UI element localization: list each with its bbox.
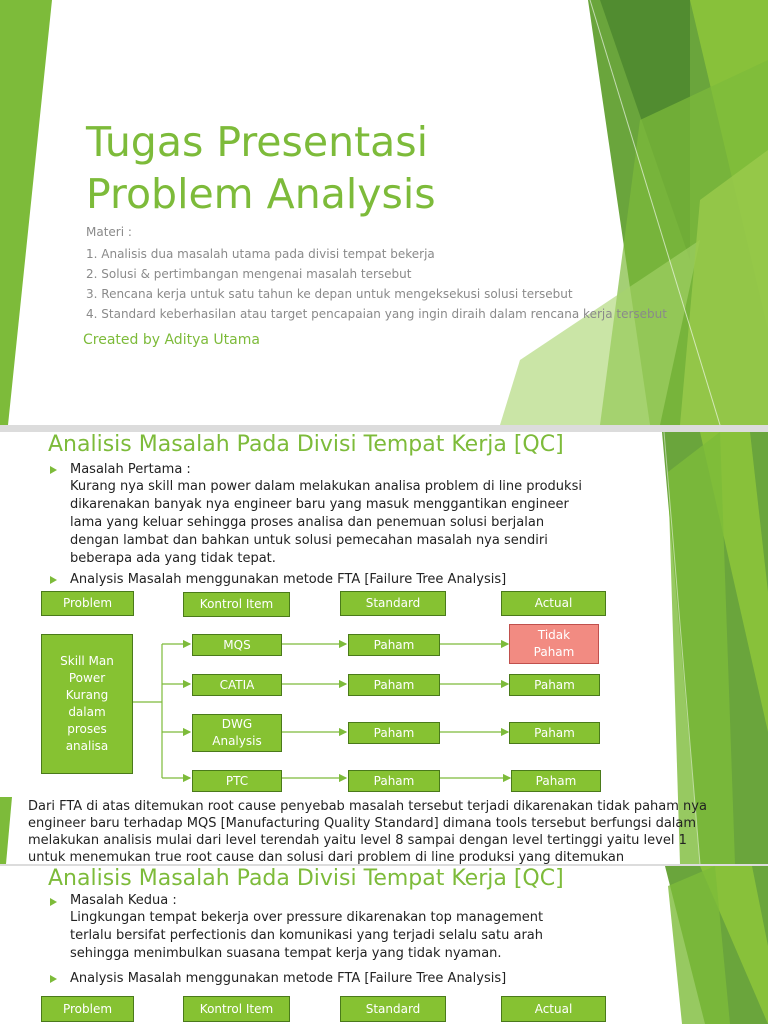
- bullet-line: Lingkungan tempat bekerja over pressure dikarenakan top management: [70, 910, 544, 925]
- header-standard: Standard: [340, 996, 446, 1022]
- header-actual: Actual: [501, 591, 606, 616]
- standard-cell: Paham: [348, 770, 440, 792]
- materi-item: 3. Rencana kerja untuk satu tahun ke depan untuk mengeksekusi solusi tersebut: [86, 287, 573, 301]
- bullet-line: lama yang keluar sehingga proses analisa dan penemuan solusi berjalan: [70, 515, 545, 530]
- header-kontrol-item: Kontrol Item: [183, 592, 290, 617]
- bullet-body: [70, 909, 543, 963]
- standard-cell: Paham: [348, 722, 440, 744]
- header-actual: Actual: [501, 996, 606, 1022]
- standard-cell: Paham: [348, 634, 440, 656]
- root-cause-box: [41, 634, 133, 774]
- author-credit: Created by Aditya Utama: [83, 332, 260, 348]
- item-mqs: MQS: [192, 634, 282, 656]
- presentation-title: [86, 116, 606, 220]
- slide-title: Analisis Masalah Pada Divisi Tempat Kerja [QC]: [48, 432, 564, 457]
- bullet-arrow-icon: [50, 975, 57, 983]
- header-kontrol-item: Kontrol Item: [183, 996, 290, 1022]
- title-line-2: Problem Analysis: [86, 170, 436, 218]
- slide-analysis-1: [0, 432, 768, 864]
- item-line: Analysis: [212, 734, 262, 748]
- slide-analysis-2: [0, 866, 768, 1024]
- header-problem: Problem: [41, 996, 134, 1022]
- bullet-method: Analysis Masalah menggunakan metode FTA [Failure Tree Analysis]: [70, 572, 507, 587]
- root-line: analisa: [65, 739, 109, 753]
- bullet-line: dikarenakan banyak nya engineer baru yang masuk menggantikan engineer: [70, 497, 569, 512]
- item-line: DWG: [221, 717, 253, 731]
- bullet-method: Analysis Masalah menggunakan metode FTA [Failure Tree Analysis]: [70, 971, 507, 986]
- bullet-line: Kurang nya skill man power dalam melakukan analisa problem di line produksi: [70, 479, 582, 494]
- root-line: dalam: [68, 705, 106, 719]
- fta-conclusion: [28, 798, 728, 864]
- conclusion-line: untuk menemukan true root cause dan solusi dari problem di line produksi yang ditemukan: [28, 850, 625, 864]
- bullet-line: sehingga menimbulkan suasana tempat kerja yang tidak nyaman.: [70, 946, 502, 961]
- materi-label: Materi :: [86, 225, 132, 239]
- standard-cell: Paham: [348, 674, 440, 696]
- root-line: proses: [67, 722, 107, 736]
- header-standard: Standard: [340, 591, 446, 616]
- actual-line: Paham: [533, 645, 575, 659]
- root-line: Power: [68, 671, 106, 685]
- actual-cell: Paham: [511, 770, 601, 792]
- slide-title: Analisis Masalah Pada Divisi Tempat Kerja [QC]: [48, 866, 564, 891]
- actual-cell-not-understood: [509, 624, 599, 664]
- item-catia: CATIA: [192, 674, 282, 696]
- header-problem: Problem: [41, 591, 134, 616]
- materi-item: 1. Analisis dua masalah utama pada divisi tempat bekerja: [86, 247, 435, 261]
- conclusion-line: melakukan analisis mulai dari level terendah yaitu level 8 sampai dengan level tertinggi yaitu level 1: [28, 833, 687, 848]
- title-line-1: Tugas Presentasi: [86, 118, 429, 166]
- bullet-line: terlalu bersifat perfectionis dan komunikasi yang terjadi selalu satu arah: [70, 928, 543, 943]
- slide-title: [0, 0, 768, 425]
- conclusion-line: engineer baru terhadap MQS [Manufacturing Quality Standard] dimana tools tersebut berfungsi dalam: [28, 816, 697, 831]
- bullet-line: dengan lambat dan bahkan untuk solusi pemecahan masalah nya sendiri: [70, 533, 548, 548]
- materi-item: 2. Solusi & pertimbangan mengenai masalah tersebut: [86, 267, 412, 281]
- root-line: Skill Man: [60, 654, 114, 668]
- item-dwg-analysis: [192, 714, 282, 752]
- root-line: Kurang: [65, 688, 109, 702]
- conclusion-line: Dari FTA di atas ditemukan root cause penyebab masalah tersebut terjadi dikarenakan tidak paham nya: [28, 799, 707, 814]
- actual-cell: Paham: [509, 674, 600, 696]
- bullet-line: beberapa ada yang tidak tepat.: [70, 551, 276, 566]
- bullet-arrow-icon: [50, 898, 57, 906]
- bullet-heading: Masalah Kedua :: [70, 893, 177, 908]
- actual-cell: Paham: [509, 722, 600, 744]
- item-ptc: PTC: [192, 770, 282, 792]
- materi-item: 4. Standard keberhasilan atau target pencapaian yang ingin diraih dalam rencana kerja tersebut: [86, 307, 667, 321]
- bullet-heading: Masalah Pertama :: [70, 462, 191, 477]
- actual-line: Tidak: [537, 628, 571, 642]
